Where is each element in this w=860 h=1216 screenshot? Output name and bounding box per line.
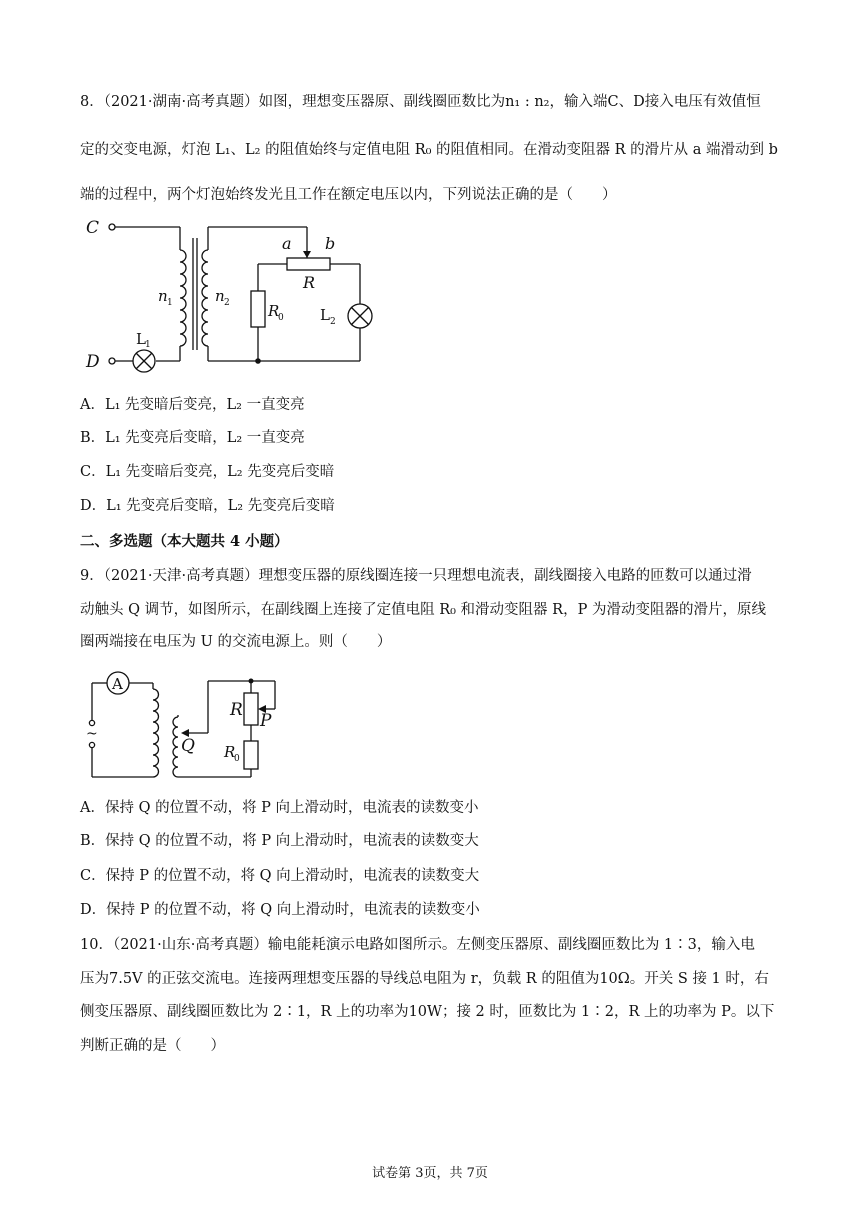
r-label: R <box>230 700 243 720</box>
terminal-d-label: D <box>86 352 100 372</box>
q8-line-3: 端的过程中，两个灯泡始终发光且工作在额定电压以内，下列说法正确的是（ ） <box>80 187 617 203</box>
end-a-label: a <box>282 234 292 253</box>
q9-line-2: 动触头 Q 调节，如图所示，在副线圈上连接了定值电阻 R₀ 和滑动变阻器 R，P 为滑动变阻器的滑片，原线 <box>80 602 766 618</box>
q8-option-d: D．L₁ 先变亮后变暗，L₂ 先变亮后变暗 <box>80 498 335 514</box>
slider-arrow-icon <box>303 251 311 258</box>
q9-option-b: B．保持 Q 的位置不动，将 P 向上滑动时，电流表的读数变大 <box>80 833 479 849</box>
q8-line-1: 8．（2021·湖南·高考真题）如图，理想变压器原、副线圈匝数比为n₁ : n₂，输入端C、D接入电压有效值恒 <box>80 94 761 110</box>
q-label: Q <box>181 736 195 756</box>
n1-sub: 1 <box>167 298 173 308</box>
q9-circuit-figure <box>80 665 290 785</box>
ac-source-icon: ~ <box>86 726 98 742</box>
n2-label: n <box>215 287 225 305</box>
r0-sub: 0 <box>234 754 240 764</box>
r0-label: R <box>224 743 236 761</box>
ammeter-icon: A <box>112 675 123 693</box>
q8-option-a: A．L₁ 先变暗后变亮，L₂ 一直变亮 <box>80 397 305 413</box>
terminal-c-label: C <box>86 218 100 238</box>
q9-line-1: 9．（2021·天津·高考真题）理想变压器的原线圈连接一只理想电流表，副线圈接入电路的匝数可以通过滑 <box>80 568 752 584</box>
q9-option-a: A．保持 Q 的位置不动，将 P 向上滑动时，电流表的读数变小 <box>80 800 479 816</box>
q8-line-2: 定的交变电源，灯泡 L₁、L₂ 的阻值始终与定值电阻 R₀ 的阻值相同。在滑动变阻器 R 的滑片从 a 端滑动到 b <box>80 142 778 158</box>
q9-option-d: D．保持 P 的位置不动，将 Q 向上滑动时，电流表的读数变小 <box>80 902 480 918</box>
l2-sub: 2 <box>330 317 336 327</box>
q9-line-3: 圈两端接在电压为 U 的交流电源上。则（ ） <box>80 634 392 650</box>
n1-label: n <box>158 287 168 305</box>
r0-sub: 0 <box>278 313 284 323</box>
l1-label: L <box>136 330 146 348</box>
l1-sub: 1 <box>145 340 151 350</box>
end-b-label: b <box>325 234 336 253</box>
q10-line-2: 压为7.5V 的正弦交流电。连接两理想变压器的导线总电阻为 r，负载 R 的阻值为10Ω。开关 S 接 1 时，右 <box>80 971 769 987</box>
page-footer: 试卷第 3页，共 7页 <box>372 1166 488 1181</box>
n2-sub: 2 <box>224 298 230 308</box>
q8-option-b: B．L₁ 先变亮后变暗，L₂ 一直变亮 <box>80 430 305 446</box>
l2-label: L <box>320 306 330 324</box>
q10-line-3: 侧变压器原、副线圈匝数比为 2∶1，R 上的功率为10W；接 2 时，匝数比为 1∶2，R 上的功率为 P。以下 <box>80 1004 775 1020</box>
q10-line-1: 10．（2021·山东·高考真题）输电能耗演示电路如图所示。左侧变压器原、副线圈匝数比为 1∶3，输入电 <box>80 937 755 953</box>
q8-option-c: C．L₁ 先变暗后变亮，L₂ 先变亮后变暗 <box>80 464 335 480</box>
p-label: P <box>260 711 272 731</box>
r0-label: R <box>268 302 280 320</box>
section-heading-multiple-choice: 二、多选题（本大题共 4 小题） <box>80 533 289 550</box>
q10-line-4: 判断正确的是（ ） <box>80 1038 225 1054</box>
q8-circuit-figure <box>80 210 380 380</box>
q9-option-c: C．保持 P 的位置不动，将 Q 向上滑动时，电流表的读数变大 <box>80 868 480 884</box>
r-label: R <box>303 273 316 292</box>
